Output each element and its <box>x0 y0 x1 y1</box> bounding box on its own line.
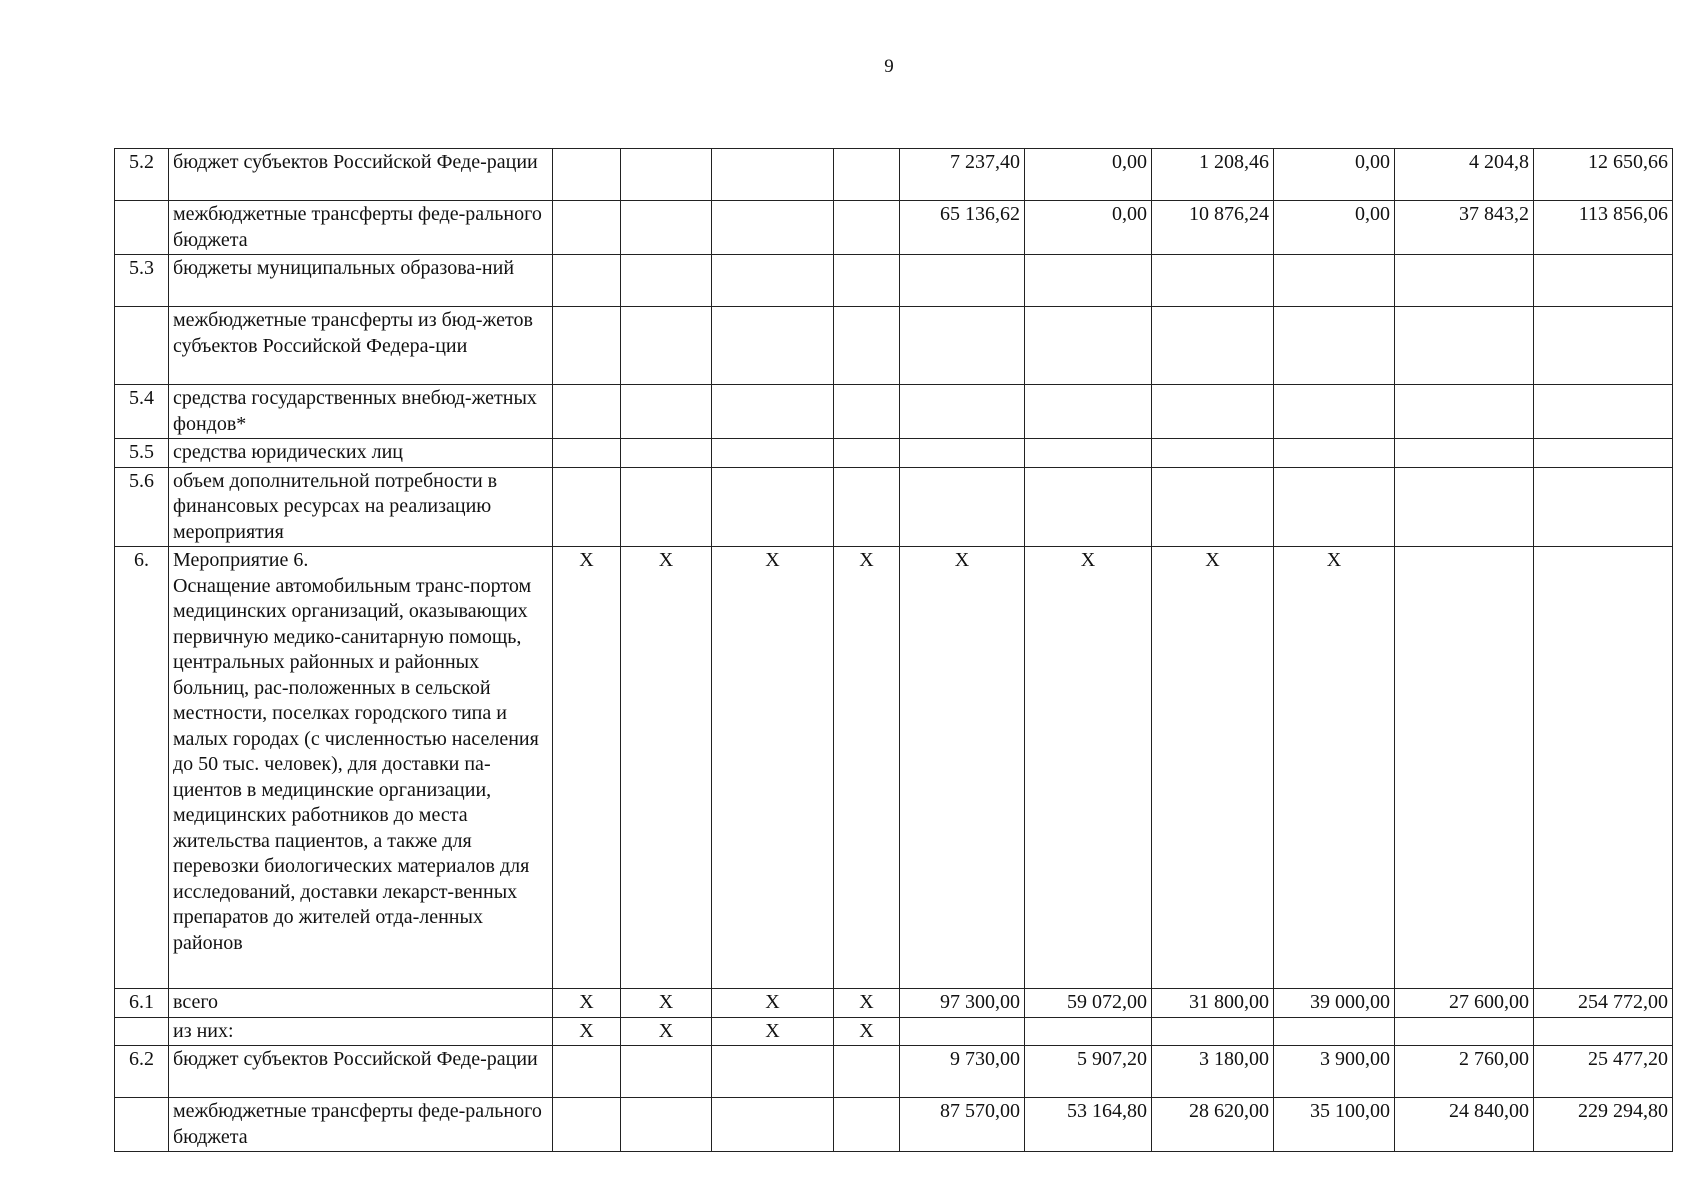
marker-cell <box>712 307 834 385</box>
marker-cell <box>621 255 712 307</box>
value-cell <box>900 1017 1025 1046</box>
marker-cell: X <box>834 989 900 1018</box>
marker-cell <box>834 1046 900 1098</box>
value-cell: 0,00 <box>1274 149 1395 201</box>
value-cell <box>1395 255 1534 307</box>
value-cell: 113 856,06 <box>1534 201 1673 255</box>
table-row <box>115 1046 1673 1098</box>
value-cell <box>1274 385 1395 439</box>
marker-cell <box>712 1046 834 1098</box>
value-cell: 37 843,2 <box>1395 201 1534 255</box>
row-name-cell: средства государственных внебюд-жетных фондов* <box>169 385 553 439</box>
row-name-cell: объем дополнительной потребности в финансовых ресурсах на реализацию мероприятия <box>169 467 553 547</box>
value-cell: 87 570,00 <box>900 1098 1025 1152</box>
value-cell: X <box>900 547 1025 989</box>
row-name-cell: средства юридических лиц <box>169 439 553 468</box>
row-name-cell: бюджеты муниципальных образова-ний <box>169 255 553 307</box>
value-cell: 9 730,00 <box>900 1046 1025 1098</box>
value-cell: 12 650,66 <box>1534 149 1673 201</box>
row-number-cell: 6.2 <box>115 1046 169 1098</box>
table-row <box>115 1098 1673 1152</box>
value-cell <box>900 385 1025 439</box>
value-cell: 7 237,40 <box>900 149 1025 201</box>
value-cell <box>1395 467 1534 547</box>
marker-cell <box>834 439 900 468</box>
marker-cell: X <box>553 1017 621 1046</box>
row-name-cell: межбюджетные трансферты феде-рального бюджета <box>169 201 553 255</box>
marker-cell <box>553 467 621 547</box>
value-cell <box>1274 1017 1395 1046</box>
row-number-cell <box>115 1017 169 1046</box>
marker-cell <box>621 149 712 201</box>
value-cell <box>1025 439 1152 468</box>
value-cell: 28 620,00 <box>1152 1098 1274 1152</box>
marker-cell <box>834 255 900 307</box>
marker-cell <box>553 385 621 439</box>
marker-cell <box>621 201 712 255</box>
value-cell: 229 294,80 <box>1534 1098 1673 1152</box>
value-cell <box>1274 467 1395 547</box>
value-cell: 4 204,8 <box>1395 149 1534 201</box>
marker-cell <box>712 1098 834 1152</box>
marker-cell <box>553 307 621 385</box>
marker-cell <box>834 201 900 255</box>
row-number-cell <box>115 201 169 255</box>
value-cell: 35 100,00 <box>1274 1098 1395 1152</box>
value-cell: 3 900,00 <box>1274 1046 1395 1098</box>
marker-cell <box>553 1098 621 1152</box>
marker-cell: X <box>621 547 712 989</box>
value-cell <box>1534 385 1673 439</box>
value-cell: 0,00 <box>1025 201 1152 255</box>
value-cell: 1 208,46 <box>1152 149 1274 201</box>
value-cell <box>1395 385 1534 439</box>
value-cell <box>1395 547 1534 989</box>
row-number-cell <box>115 307 169 385</box>
marker-cell: X <box>834 547 900 989</box>
value-cell <box>1274 439 1395 468</box>
value-cell <box>1025 255 1152 307</box>
marker-cell <box>553 255 621 307</box>
page-number: 9 <box>884 56 894 77</box>
marker-cell: X <box>712 989 834 1018</box>
row-number-cell: 6.1 <box>115 989 169 1018</box>
value-cell <box>1152 1017 1274 1046</box>
marker-cell <box>834 385 900 439</box>
value-cell <box>1152 307 1274 385</box>
value-cell: 0,00 <box>1274 201 1395 255</box>
value-cell <box>1395 307 1534 385</box>
table-row <box>115 467 1673 547</box>
marker-cell <box>834 307 900 385</box>
value-cell <box>1274 307 1395 385</box>
marker-cell <box>553 439 621 468</box>
value-cell: 97 300,00 <box>900 989 1025 1018</box>
table-row <box>115 1017 1673 1046</box>
value-cell <box>1152 439 1274 468</box>
budget-table <box>114 148 1673 1152</box>
marker-cell: X <box>621 1017 712 1046</box>
value-cell: 65 136,62 <box>900 201 1025 255</box>
marker-cell <box>712 201 834 255</box>
value-cell <box>1025 467 1152 547</box>
value-cell: X <box>1274 547 1395 989</box>
marker-cell <box>553 1046 621 1098</box>
table-row <box>115 989 1673 1018</box>
value-cell: 27 600,00 <box>1395 989 1534 1018</box>
marker-cell <box>712 149 834 201</box>
row-name-cell: из них: <box>169 1017 553 1046</box>
row-name-cell: всего <box>169 989 553 1018</box>
value-cell: 0,00 <box>1025 149 1152 201</box>
value-cell <box>1395 439 1534 468</box>
row-name-cell: бюджет субъектов Российской Феде-рации <box>169 1046 553 1098</box>
value-cell <box>900 467 1025 547</box>
row-name-cell: бюджет субъектов Российской Феде-рации <box>169 149 553 201</box>
value-cell: 10 876,24 <box>1152 201 1274 255</box>
value-cell <box>900 255 1025 307</box>
value-cell <box>1152 255 1274 307</box>
value-cell <box>1534 467 1673 547</box>
value-cell <box>1534 547 1673 989</box>
value-cell <box>1152 385 1274 439</box>
marker-cell <box>712 385 834 439</box>
row-number-cell: 5.2 <box>115 149 169 201</box>
value-cell: X <box>1152 547 1274 989</box>
row-number-cell: 5.4 <box>115 385 169 439</box>
table-row <box>115 255 1673 307</box>
value-cell <box>900 307 1025 385</box>
marker-cell: X <box>834 1017 900 1046</box>
marker-cell: X <box>553 547 621 989</box>
row-number-cell: 5.3 <box>115 255 169 307</box>
value-cell <box>1534 439 1673 468</box>
marker-cell <box>712 439 834 468</box>
value-cell <box>1534 255 1673 307</box>
value-cell: 25 477,20 <box>1534 1046 1673 1098</box>
value-cell: 254 772,00 <box>1534 989 1673 1018</box>
marker-cell <box>621 467 712 547</box>
row-name-cell: Мероприятие 6. Оснащение автомобильным транс-портом медицинских организаций, оказывающих первичную медико-санитарную помощь, центральных районных и районных больниц, рас-положенных в сельской местности, поселках городского типа и малых городах (с численностью населения до 50 тыс. человек), для доставки па-циентов в медицинские организации, медицинских работников до места жительства пациентов, а также для перевозки биологических материалов для исследований, доставки лекарст-венных препаратов до жителей отда-ленных районов <box>169 547 553 989</box>
row-name-cell: межбюджетные трансферты феде-рального бюджета <box>169 1098 553 1152</box>
marker-cell <box>834 467 900 547</box>
value-cell: 3 180,00 <box>1152 1046 1274 1098</box>
value-cell: 31 800,00 <box>1152 989 1274 1018</box>
value-cell: X <box>1025 547 1152 989</box>
table-row <box>115 149 1673 201</box>
table-row <box>115 307 1673 385</box>
row-number-cell: 5.6 <box>115 467 169 547</box>
marker-cell: X <box>712 547 834 989</box>
value-cell <box>900 439 1025 468</box>
marker-cell: X <box>712 1017 834 1046</box>
value-cell <box>1395 1017 1534 1046</box>
marker-cell <box>834 149 900 201</box>
value-cell <box>1025 307 1152 385</box>
marker-cell <box>621 307 712 385</box>
marker-cell <box>621 1046 712 1098</box>
value-cell: 5 907,20 <box>1025 1046 1152 1098</box>
row-name-cell: межбюджетные трансферты из бюд-жетов субъектов Российской Федера-ции <box>169 307 553 385</box>
table-row <box>115 385 1673 439</box>
value-cell: 2 760,00 <box>1395 1046 1534 1098</box>
marker-cell <box>621 1098 712 1152</box>
marker-cell <box>553 201 621 255</box>
value-cell: 24 840,00 <box>1395 1098 1534 1152</box>
value-cell <box>1025 385 1152 439</box>
value-cell: 39 000,00 <box>1274 989 1395 1018</box>
table-row <box>115 201 1673 255</box>
row-number-cell <box>115 1098 169 1152</box>
marker-cell <box>712 467 834 547</box>
marker-cell: X <box>553 989 621 1018</box>
table-row <box>115 547 1673 989</box>
marker-cell <box>553 149 621 201</box>
marker-cell <box>834 1098 900 1152</box>
marker-cell: X <box>621 989 712 1018</box>
marker-cell <box>621 439 712 468</box>
value-cell <box>1274 255 1395 307</box>
table-row <box>115 439 1673 468</box>
value-cell: 59 072,00 <box>1025 989 1152 1018</box>
value-cell <box>1152 467 1274 547</box>
value-cell: 53 164,80 <box>1025 1098 1152 1152</box>
value-cell <box>1025 1017 1152 1046</box>
value-cell <box>1534 1017 1673 1046</box>
row-number-cell: 6. <box>115 547 169 989</box>
value-cell <box>1534 307 1673 385</box>
marker-cell <box>712 255 834 307</box>
marker-cell <box>621 385 712 439</box>
row-number-cell: 5.5 <box>115 439 169 468</box>
